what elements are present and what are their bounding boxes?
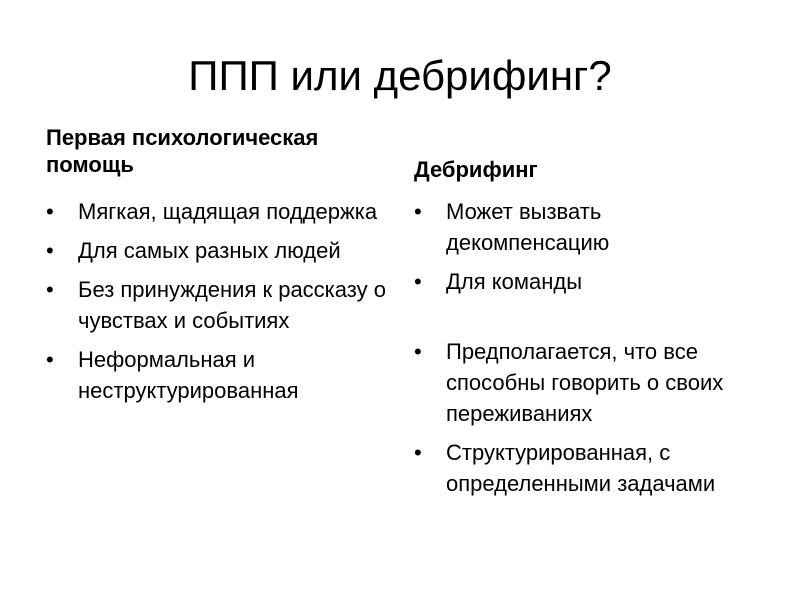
right-column-heading: Дебрифинг	[414, 157, 538, 182]
list-item	[414, 266, 754, 297]
bullet-icon: •	[414, 269, 422, 294]
list-item-text: Неформальная и неструктурированная	[78, 347, 299, 403]
list-item	[46, 344, 396, 406]
bullet-icon: •	[414, 440, 422, 465]
list-item	[46, 274, 396, 336]
list-item-text: Для самых разных людей	[78, 238, 341, 263]
left-column	[46, 124, 396, 414]
list-item-text: Для команды	[446, 269, 583, 294]
left-column-heading: Первая психологическая помощь	[46, 125, 319, 177]
list-item	[414, 437, 754, 499]
left-bullet-list	[46, 196, 396, 406]
list-item	[46, 235, 396, 266]
list-item-text: Может вызвать декомпенсацию	[446, 199, 610, 255]
list-item-text: Предполагается, что все способны говорить о своих переживаниях	[446, 339, 724, 426]
bullet-icon: •	[46, 199, 54, 224]
right-bullet-list	[414, 196, 754, 499]
list-item	[414, 336, 754, 429]
list-item-text: Мягкая, щадящая поддержка	[78, 199, 378, 224]
list-item-text: Без принуждения к рассказу о чувствах и событиях	[78, 277, 386, 333]
list-item-text: Структурированная, с определенными задачами	[446, 440, 716, 496]
slide-title: ППП или дебрифинг?	[188, 52, 612, 99]
list-item	[46, 196, 396, 227]
bullet-icon: •	[46, 238, 54, 263]
bullet-icon: •	[46, 277, 54, 302]
list-item	[414, 196, 754, 258]
bullet-icon: •	[46, 347, 54, 372]
bullet-icon: •	[414, 339, 422, 364]
right-column	[414, 124, 754, 507]
bullet-icon: •	[414, 199, 422, 224]
